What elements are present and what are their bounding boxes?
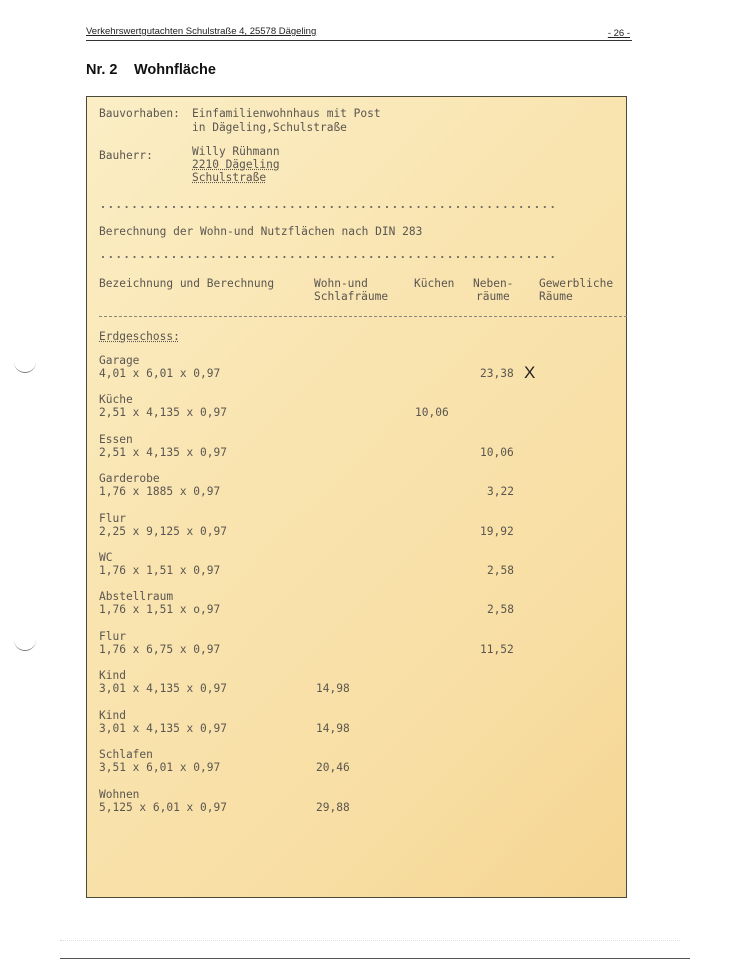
ancillary-area: 3,22 bbox=[487, 485, 514, 498]
room-calculation: 2,51 x 4,135 x 0,97 bbox=[99, 446, 227, 459]
room-name: Wohnen bbox=[99, 788, 140, 801]
column-header-commercial-line1: Gewerbliche bbox=[539, 277, 614, 290]
report-title: Verkehrswertgutachten Schulstraße 4, 25578 Dägeling bbox=[86, 26, 317, 37]
ancillary-area: 11,52 bbox=[480, 643, 514, 656]
room-name: Schlafen bbox=[99, 748, 153, 761]
section-number: Nr. 2 bbox=[86, 62, 118, 78]
column-header-kitchens: Küchen bbox=[414, 277, 455, 290]
project-line-2: in Dägeling,Schulstraße bbox=[192, 121, 347, 134]
room-name: Küche bbox=[99, 393, 133, 406]
living-area: 14,98 bbox=[316, 682, 350, 695]
punch-hole-mark bbox=[14, 640, 36, 651]
room-name: Abstellraum bbox=[99, 590, 174, 603]
room-calculation: 1,76 x 1885 x 0,97 bbox=[99, 485, 221, 498]
owner-line-2: 2210 Dägeling bbox=[192, 158, 280, 171]
room-name: Garderobe bbox=[99, 472, 160, 485]
section-title: Wohnfläche bbox=[134, 62, 216, 78]
room-name: WC bbox=[99, 551, 113, 564]
column-header-ancillary-line2: räume bbox=[476, 290, 510, 303]
room-calculation: 3,01 x 4,135 x 0,97 bbox=[99, 722, 227, 735]
living-area: 20,46 bbox=[316, 761, 350, 774]
dotted-divider bbox=[99, 205, 554, 209]
header-rule bbox=[99, 316, 627, 317]
room-calculation: 5,125 x 6,01 x 0,97 bbox=[99, 801, 227, 814]
page-header bbox=[86, 26, 632, 41]
ancillary-area: 19,92 bbox=[480, 525, 514, 538]
owner-label: Bauherr: bbox=[99, 149, 153, 162]
living-area: 29,88 bbox=[316, 801, 350, 814]
room-calculation: 4,01 x 6,01 x 0,97 bbox=[99, 367, 221, 380]
ancillary-area: 2,58 bbox=[487, 564, 514, 577]
calculation-title: Berechnung der Wohn-und Nutzflächen nach DIN 283 bbox=[99, 225, 423, 238]
column-header-commercial-line2: Räume bbox=[539, 290, 573, 303]
scanned-area-calculation bbox=[86, 96, 627, 898]
room-calculation: 2,51 x 4,135 x 0,97 bbox=[99, 406, 227, 419]
room-calculation: 1,76 x 1,51 x o,97 bbox=[99, 603, 221, 616]
dotted-divider bbox=[99, 255, 554, 259]
project-line-1: Einfamilienwohnhaus mit Post bbox=[192, 107, 381, 120]
floor-label: Erdgeschoss: bbox=[99, 330, 180, 343]
ancillary-area: 2,58 bbox=[487, 603, 514, 616]
column-header-living-line2: Schlafräume bbox=[314, 290, 389, 303]
room-calculation: 1,76 x 6,75 x 0,97 bbox=[99, 643, 221, 656]
room-calculation: 1,76 x 1,51 x 0,97 bbox=[99, 564, 221, 577]
faint-divider bbox=[60, 940, 680, 941]
column-header-designation: Bezeichnung und Berechnung bbox=[99, 277, 275, 290]
column-header-living-line1: Wohn-und bbox=[314, 277, 368, 290]
footer-rule bbox=[60, 958, 690, 959]
living-area: 14,98 bbox=[316, 722, 350, 735]
ancillary-area: 10,06 bbox=[480, 446, 514, 459]
room-calculation: 2,25 x 9,125 x 0,97 bbox=[99, 525, 227, 538]
room-name: Essen bbox=[99, 433, 133, 446]
project-label: Bauvorhaben: bbox=[99, 107, 180, 120]
room-name: Garage bbox=[99, 354, 140, 367]
room-name: Kind bbox=[99, 669, 126, 682]
handwritten-x-mark: X bbox=[524, 363, 536, 382]
kitchen-area: 10,06 bbox=[415, 406, 449, 419]
punch-hole-mark bbox=[14, 362, 36, 373]
room-calculation: 3,01 x 4,135 x 0,97 bbox=[99, 682, 227, 695]
room-name: Flur bbox=[99, 630, 126, 643]
room-calculation: 3,51 x 6,01 x 0,97 bbox=[99, 761, 221, 774]
column-header-ancillary-line1: Neben- bbox=[473, 277, 514, 290]
owner-line-1: Willy Rühmann bbox=[192, 145, 280, 158]
section-heading bbox=[86, 62, 216, 78]
ancillary-area: 23,38 bbox=[480, 367, 514, 380]
room-name: Flur bbox=[99, 512, 126, 525]
page-number: - 26 - bbox=[607, 28, 630, 39]
room-name: Kind bbox=[99, 709, 126, 722]
owner-line-3: Schulstraße bbox=[192, 171, 267, 184]
